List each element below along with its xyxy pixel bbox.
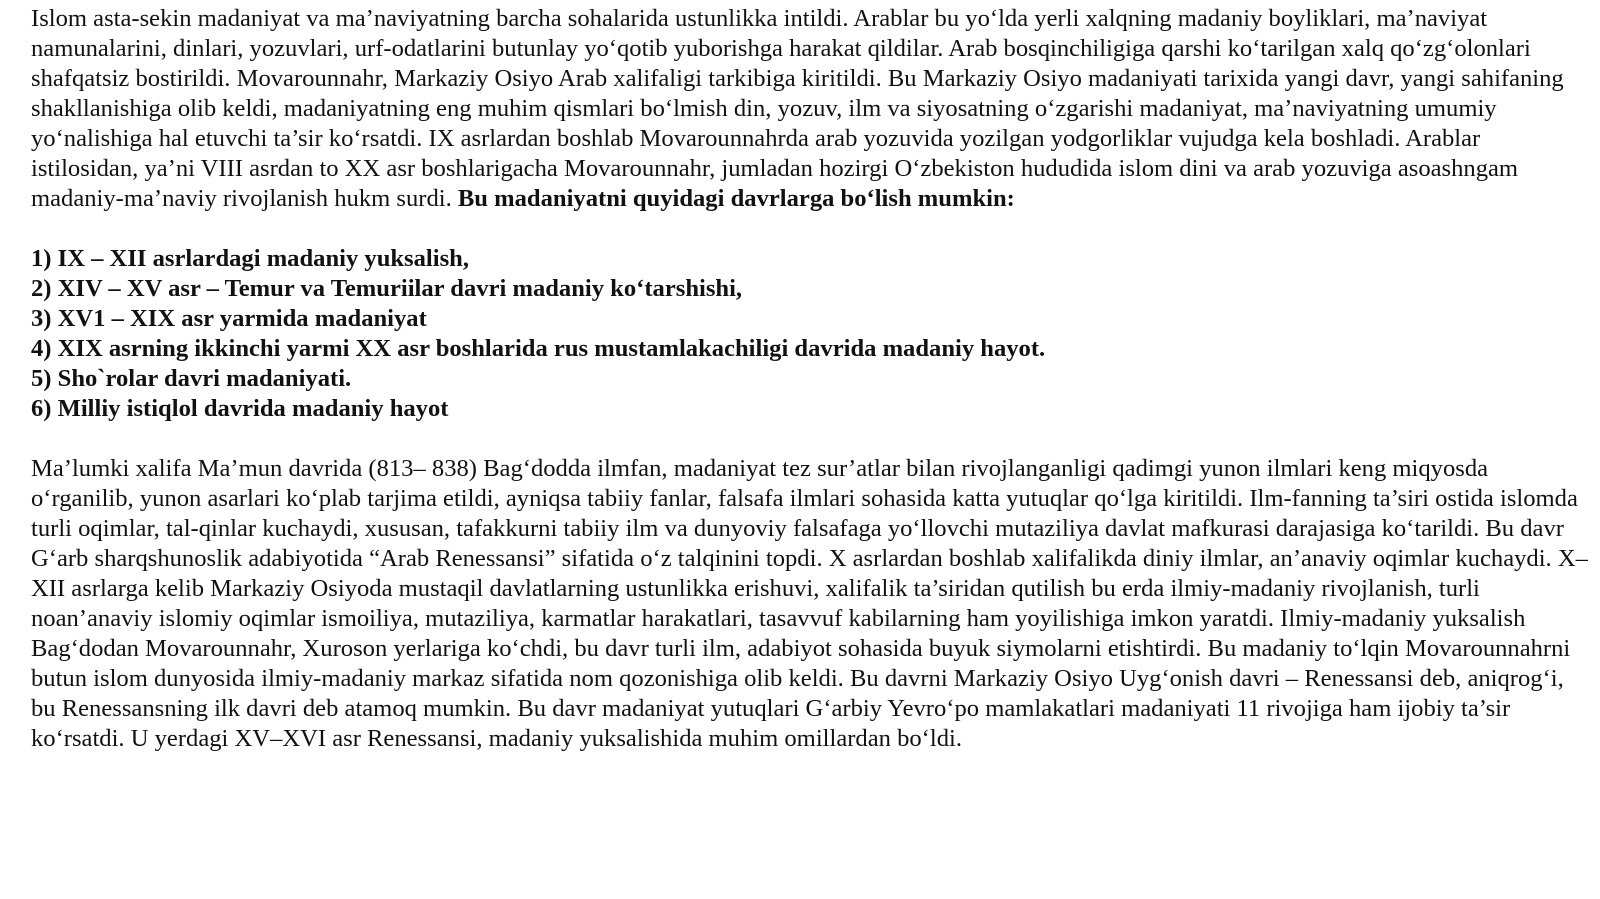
period-item-6: 6) Milliy istiqlol davrida madaniy hayot [31, 395, 449, 422]
period-item-3: 3) XV1 – XIX asr yarmida madaniyat [31, 305, 427, 332]
history-paragraph: Ma’lumki xalifa Ma’mun davrida (813– 838) Bag‘dodda ilmfan, madaniyat tez sur’atlar bilan rivojlanganligi qadimgi yunon ilmlari keng miqyosda o‘rganilib, yunon asarlari ko‘plab tarjima etildi, ayniqsa tabiiy fanlar, falsafa ilmlari sohasida katta yutuqlar qo‘lga kiritildi. Ilm-fanning ta’siri ostida islomda turli oqimlar, tal-qinlar kuchaydi, xususan, tafakkurni tabiiy ilm va dunyoviy falsafaga yo‘llovchi mutaziliya davlat mafkurasi darajasiga ko‘tarildi. Bu davr G‘arb sharqshunoslik adabiyotida “Arab Renessansi” sifatida o‘z talqinini topdi. X asrlardan boshlab xalifalikda diniy ilmlar, an’anaviy oqimlar kuchaydi. X–XII asrlarga kelib Markaziy Osiyoda mustaqil davlatlarning ustunlikka erishuvi, xalifalik ta’siridan qutilish bu erda ilmiy-madaniy rivojlanish, turli noan’anaviy islomiy oqimlar ismoiliya, mutaziliya, karmatlar harakatlari, tasavvuf kabilarning ham yoyilishiga imkon yaratdi. Ilmiy-madaniy yuksalish Bag‘dodan Movarounnahr, Xuroson yerlariga ko‘chdi, bu davr turli ilm, adabiyot sohasida buyuk siymolarni etishtirdi. Bu madaniy to‘lqin Movarounnahrni butun islom dunyosida ilmiy-madaniy markaz sifatida nom qozonishiga olib keldi. Bu davrni Markaziy Osiyo Uyg‘onish davri – Renessansi deb, aniqrog‘i, bu Renessansning ilk davri deb atamoq mumkin. Bu davr madaniyat yutuqlari G‘arbiy Yevro‘po mamlakatlari madaniyati 11 rivojiga ham ijobiy ta’sir ko‘rsatdi. U yerdagi XV–XVI asr Renessansi, madaniy yuksalishida muhim omillardan bo‘ldi. [31, 455, 1588, 752]
period-item-2: 2) XIV – XV asr – Temur va Temuriilar davri madaniy ko‘tarshishi, [31, 275, 743, 302]
periods-list [31, 244, 1588, 424]
period-item-5: 5) Sho`rolar davri madaniyati. [31, 365, 352, 392]
period-item-4: 4) XIX asrning ikkinchi yarmi XX asr boshlarida rus mustamlakachiligi davrida madaniy hayot. [31, 335, 1046, 362]
intro-paragraph [31, 4, 1588, 214]
intro-paragraph-bold-text: Bu madaniyatni quyidagi davrlarga bo‘lish mumkin: [457, 185, 1015, 212]
period-item-1: 1) IX – XII asrlardagi madaniy yuksalish, [31, 245, 469, 272]
intro-paragraph-text: Islom asta-sekin madaniyat va ma’naviyatning barcha sohalarida ustunlikka intildi. Arablar bu yo‘lda yerli xalqning madaniy boyliklari, ma’naviyat namunalarini, dinlari, yozuvlari, urf-odatlarini butunlay yo‘qotib yuborishga harakat qildilar. Arab bosqinchiligiga qarshi ko‘tarilgan xalq qo‘zg‘olonlari shafqatsiz bostirildi. Movarounnahr, Markaziy Osiyo Arab xalifaligi tarkibiga kiritildi. Bu Markaziy Osiyo madaniyati tarixida yangi davr, yangi sahifaning shakllanishiga olib keldi, madaniyatning eng muhim qismlari bo‘lmish din, yozuv, ilm va siyosatning o‘zgarishi madaniyat, ma’naviyatning umumiy yo‘nalishiga hal etuvchi ta’sir ko‘rsatdi. IX asrlardan boshlab Movarounnahrda arab yozuvida yozilgan yodgorliklar vujudga kela boshladi. Arablar istilosidan, ya’ni VIII asrdan to XX asr boshlarigacha Movarounnahr, jumladan hozirgi O‘zbekiston hududida islom dini va arab yozuviga asoashngam madaniy-ma’naviy rivojlanish hukm surdi. [31, 5, 1564, 212]
